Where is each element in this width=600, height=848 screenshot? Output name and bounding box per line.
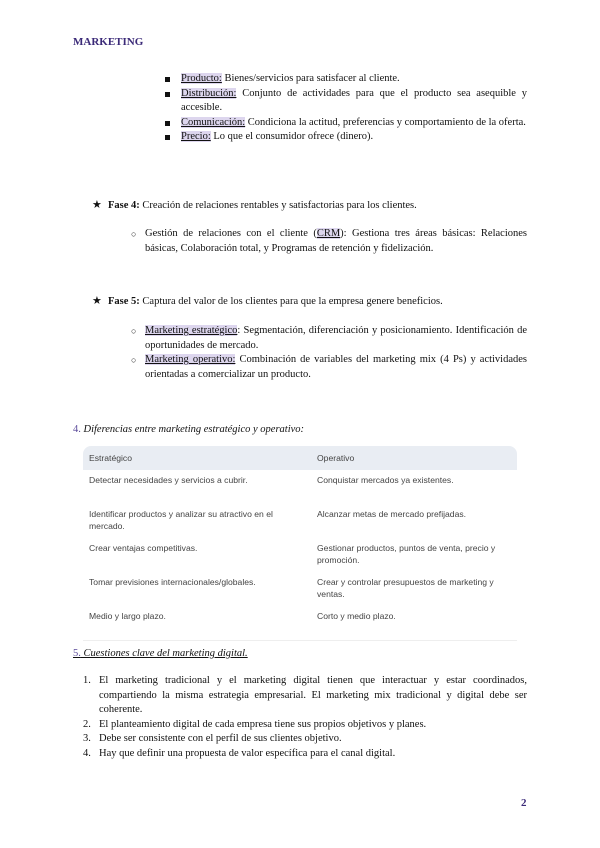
term: Marketing estratégico — [145, 325, 238, 336]
term: Precio: — [181, 131, 211, 142]
term: Producto: — [181, 73, 222, 84]
fase-5-list — [131, 324, 527, 382]
item-text: Combinación de variables del marketing mix (4 Ps) y actividades orientadas a comercializar un producto. — [145, 354, 528, 380]
table-cell: Corto y medio plazo. — [317, 611, 396, 621]
square-bullet-icon — [165, 92, 170, 97]
item-text: : Segmentación, diferenciación y posicionamiento. Identificación de oportunidades de mercado. — [145, 325, 527, 351]
column-header: Operativo — [311, 446, 517, 470]
list-item — [165, 130, 527, 145]
section-5-heading — [73, 648, 248, 659]
fase-label: Fase 4: — [108, 200, 140, 211]
fase-5-heading — [92, 295, 522, 310]
list-item — [165, 116, 527, 131]
four-ps-list — [165, 72, 527, 145]
item-text: Hay que definir una propuesta de valor específica para el canal digital. — [99, 747, 396, 759]
square-bullet-icon — [165, 121, 170, 126]
square-bullet-icon — [165, 77, 170, 82]
table-row — [83, 470, 517, 504]
section-number: 5. — [73, 648, 81, 659]
definition: Condiciona la actitud, preferencias y comportamiento de la oferta. — [245, 116, 526, 128]
definition: Conjunto de actividades para que el producto sea asequible y accesible. — [181, 87, 527, 113]
term: Marketing operativo: — [145, 354, 236, 365]
definition: Lo que el consumidor ofrece (dinero). — [210, 131, 374, 142]
table-cell: Conquistar mercados ya existentes. — [317, 475, 454, 485]
table-row — [83, 504, 517, 538]
column-header: Estratégico — [83, 446, 311, 470]
item-number: 3. — [83, 733, 91, 744]
item-text: El marketing tradicional y el marketing digital tienen que interactuar y estar coordinados, compartiendo la misma estrategia empresarial. El marketing mix tradicional y digital debe ser coherente. — [99, 675, 527, 715]
section-title: Diferencias entre marketing estratégico y operativo: — [83, 424, 305, 435]
square-bullet-icon — [165, 135, 170, 140]
circle-bullet-icon: ○ — [131, 355, 137, 365]
table-header-row — [83, 446, 517, 470]
table-cell: Medio y largo plazo. — [89, 611, 166, 621]
item-number: 2. — [83, 718, 91, 730]
item-text: Gestión de relaciones con el cliente ( — [145, 228, 317, 239]
list-item — [73, 732, 527, 747]
section-5-list — [73, 674, 527, 761]
table-cell: Tomar previsiones internacionales/globales. — [89, 577, 256, 587]
table-cell: Crear ventajas competitivas. — [89, 543, 198, 553]
item-number: 4. — [83, 747, 91, 759]
page-number: 2 — [521, 797, 527, 809]
table-cell: Detectar necesidades y servicios a cubrir. — [89, 475, 248, 485]
table-cell: Crear y controlar presupuestos de marketing y ventas. — [317, 577, 494, 599]
list-item — [73, 747, 527, 762]
section-number: 4. — [73, 424, 81, 435]
list-item — [165, 72, 527, 87]
item-text: ): Gestiona tres áreas básicas: Relaciones básicas, Colaboración total, y Programas de retención y fidelización. — [145, 228, 527, 254]
table-row — [83, 606, 517, 641]
star-bullet-icon: ★ — [92, 199, 102, 211]
term: Comunicación: — [181, 116, 246, 128]
list-item — [131, 324, 527, 353]
list-item — [73, 718, 527, 733]
fase-label: Fase 5: — [108, 296, 140, 307]
table-cell: Alcanzar metas de mercado prefijadas. — [317, 509, 467, 519]
section-4-heading — [73, 424, 304, 435]
fase-4-heading — [92, 199, 522, 214]
star-bullet-icon: ★ — [92, 295, 102, 307]
item-number: 1. — [83, 675, 91, 686]
page-header-title: MARKETING — [73, 36, 144, 48]
fase-text: Captura del valor de los clientes para que la empresa genere beneficios. — [139, 296, 443, 307]
fase-text: Creación de relaciones rentables y satisfactorias para los clientes. — [139, 200, 417, 211]
list-item — [131, 353, 527, 382]
table-row — [83, 572, 517, 606]
section-title: Cuestiones clave del marketing digital. — [83, 648, 248, 659]
comparison-table — [83, 446, 517, 641]
circle-bullet-icon: ○ — [131, 326, 137, 336]
table-cell: Identificar productos y analizar su atractivo en el mercado. — [89, 509, 273, 531]
term: Distribución: — [181, 87, 237, 99]
term: CRM — [316, 228, 341, 239]
definition: Bienes/servicios para satisfacer al cliente. — [221, 73, 400, 84]
table-cell: Gestionar productos, puntos de venta, precio y promoción. — [317, 543, 496, 565]
table-row — [83, 538, 517, 572]
circle-bullet-icon: ○ — [131, 229, 137, 239]
list-item — [73, 674, 527, 718]
fase-4-item — [131, 227, 527, 256]
item-text: El planteamiento digital de cada empresa tiene sus propios objetivos y planes. — [99, 718, 427, 730]
list-item — [165, 87, 527, 116]
item-text: Debe ser consistente con el perfil de sus clientes objetivo. — [99, 733, 342, 744]
